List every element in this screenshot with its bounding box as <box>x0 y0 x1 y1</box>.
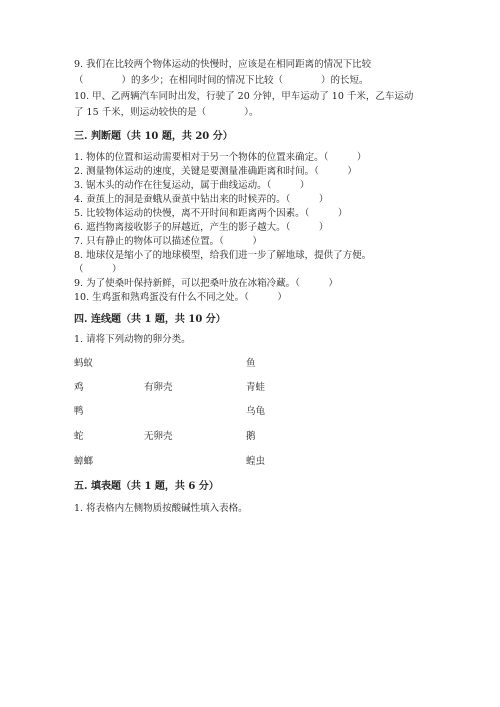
judge-item-5: 5. 比较物体运动的快慢，离不开时间和距离两个因素。（ ） <box>74 208 348 219</box>
judge-item-2: 2. 测量物体运动的速度，关键是要测量准确距离和时间。（ ） <box>74 166 357 177</box>
section-4-heading: 四. 连线题（共 1 题，共 10 分） <box>74 314 226 325</box>
table-fill-question: 1. 将表格内左侧物质按酸碱性填入表格。 <box>74 503 248 514</box>
right-animal-fish: 鱼 <box>246 358 256 369</box>
right-animal-locust: 蝗虫 <box>246 456 266 467</box>
matching-question: 1. 请将下列动物的卵分类。 <box>74 334 191 345</box>
category-with-shell: 有卵壳 <box>144 382 173 393</box>
judge-item-4: 4. 蚕茧上的洞是蚕蛾从蚕茧中钻出来的时候弄的。（ ） <box>74 194 329 205</box>
question-10-line-1: 10. 甲、乙两辆汽车同时出发，行驶了 20 分钟，甲车运动了 10 千米，乙车运动 <box>74 91 414 102</box>
left-animal-chicken: 鸡 <box>74 382 84 393</box>
judge-item-8: 8. 地球仪是缩小了的地球模型，给我们进一步了解地球，提供了方便。 <box>74 250 372 261</box>
left-animal-duck: 鸭 <box>74 406 84 417</box>
judge-item-9: 9. 为了使桑叶保持新鲜，可以把桑叶放在冰箱冷藏。（ ） <box>74 278 338 289</box>
judge-item-10: 10. 生鸡蛋和熟鸡蛋没有什么不同之处。（ ） <box>74 292 287 303</box>
right-animal-frog: 青蛙 <box>246 382 266 393</box>
category-without-shell: 无卵壳 <box>144 431 173 442</box>
judge-item-3: 3. 锯木头的动作在往复运动，属于曲线运动。（ ） <box>74 180 310 191</box>
judge-item-7: 7. 只有静止的物体可以描述位置。（ ） <box>74 236 262 247</box>
judge-item-1: 1. 物体的位置和运动需要相对于另一个物体的位置来确定。（ ） <box>74 152 367 163</box>
right-animal-goose: 鹅 <box>246 431 256 442</box>
question-9-line-2: （ ）的多少；在相同时间的情况下比较（ ）的长短。 <box>74 75 369 86</box>
judge-item-6: 6. 遮挡物离接收影子的屏越近，产生的影子越大。（ ） <box>74 222 329 233</box>
left-animal-cockroach: 蟑螂 <box>74 456 94 467</box>
section-5-heading: 五. 填表题（共 1 题，共 6 分） <box>74 481 219 492</box>
judge-item-8-blank: （ ） <box>74 264 122 275</box>
section-3-heading: 三. 判断题（共 10 题，共 20 分） <box>74 131 233 142</box>
right-animal-turtle: 乌龟 <box>246 406 266 417</box>
left-animal-ant: 蚂蚁 <box>74 358 94 369</box>
question-10-line-2: 了 15 千米，则运动较快的是（ ）。 <box>74 107 259 118</box>
left-animal-snake: 蛇 <box>74 431 84 442</box>
question-9-line-1: 9. 我们在比较两个物体运动的快慢时，应该是在相同距离的情况下比较 <box>74 59 372 70</box>
